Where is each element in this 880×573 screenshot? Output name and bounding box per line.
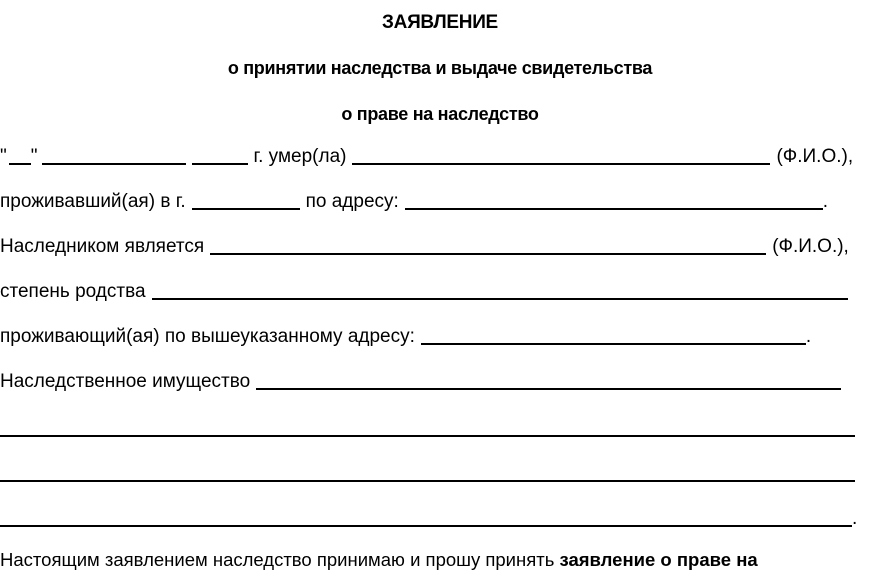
closing-paragraph bbox=[0, 545, 880, 573]
line-property-cont-3 bbox=[0, 504, 880, 532]
kinship-field[interactable] bbox=[152, 298, 848, 300]
property-cont-field-1[interactable] bbox=[0, 435, 855, 437]
fio-label: (Ф.И.О.), bbox=[772, 236, 849, 257]
document-title: ЗАЯВЛЕНИЕ bbox=[382, 12, 498, 33]
line-end-dot: . bbox=[805, 326, 812, 347]
line-residence bbox=[0, 187, 880, 215]
line-date-death bbox=[0, 142, 880, 170]
heir-fio-field[interactable] bbox=[210, 253, 766, 255]
heir-residence-prefix: проживающий(ая) по вышеуказанному адресу: bbox=[0, 326, 415, 347]
quote-close: " bbox=[30, 146, 38, 167]
line-heir-residence bbox=[0, 322, 880, 350]
line-property-cont-1 bbox=[0, 414, 880, 442]
property-cont-field-3[interactable] bbox=[0, 525, 852, 527]
property-cont-field-2[interactable] bbox=[0, 480, 855, 482]
property-field[interactable] bbox=[256, 388, 841, 390]
line-kinship bbox=[0, 277, 880, 305]
address-field[interactable] bbox=[405, 208, 823, 210]
document-subtitle-2: о праве на наследство bbox=[341, 104, 539, 124]
kinship-prefix: степень родства bbox=[0, 281, 146, 302]
line-heir bbox=[0, 232, 880, 260]
heir-address-field[interactable] bbox=[421, 343, 806, 345]
year-field[interactable] bbox=[192, 163, 248, 165]
quote-open: " bbox=[0, 146, 7, 167]
line-end-dot: . bbox=[852, 508, 858, 529]
fio-label: (Ф.И.О.), bbox=[776, 146, 854, 167]
property-prefix: Наследственное имущество bbox=[0, 371, 251, 392]
line-property-cont-2 bbox=[0, 459, 880, 487]
heir-prefix: Наследником является bbox=[0, 236, 205, 257]
city-field[interactable] bbox=[192, 208, 300, 210]
line-property bbox=[0, 367, 880, 395]
closing-text-bold: заявление о праве на bbox=[559, 549, 758, 570]
month-field[interactable] bbox=[42, 163, 186, 165]
address-label: по адресу: bbox=[305, 191, 399, 212]
deceased-fio-field[interactable] bbox=[352, 163, 770, 165]
closing-text: Настоящим заявлением наследство принимаю и прошу принять bbox=[0, 549, 560, 570]
line-end-dot: . bbox=[822, 191, 829, 212]
day-field[interactable] bbox=[9, 163, 31, 165]
year-died-label: г. умер(ла) bbox=[253, 146, 347, 167]
document-subtitle-1: о принятии наследства и выдаче свидетельства bbox=[227, 58, 653, 78]
residence-prefix: проживавший(ая) в г. bbox=[0, 191, 186, 212]
